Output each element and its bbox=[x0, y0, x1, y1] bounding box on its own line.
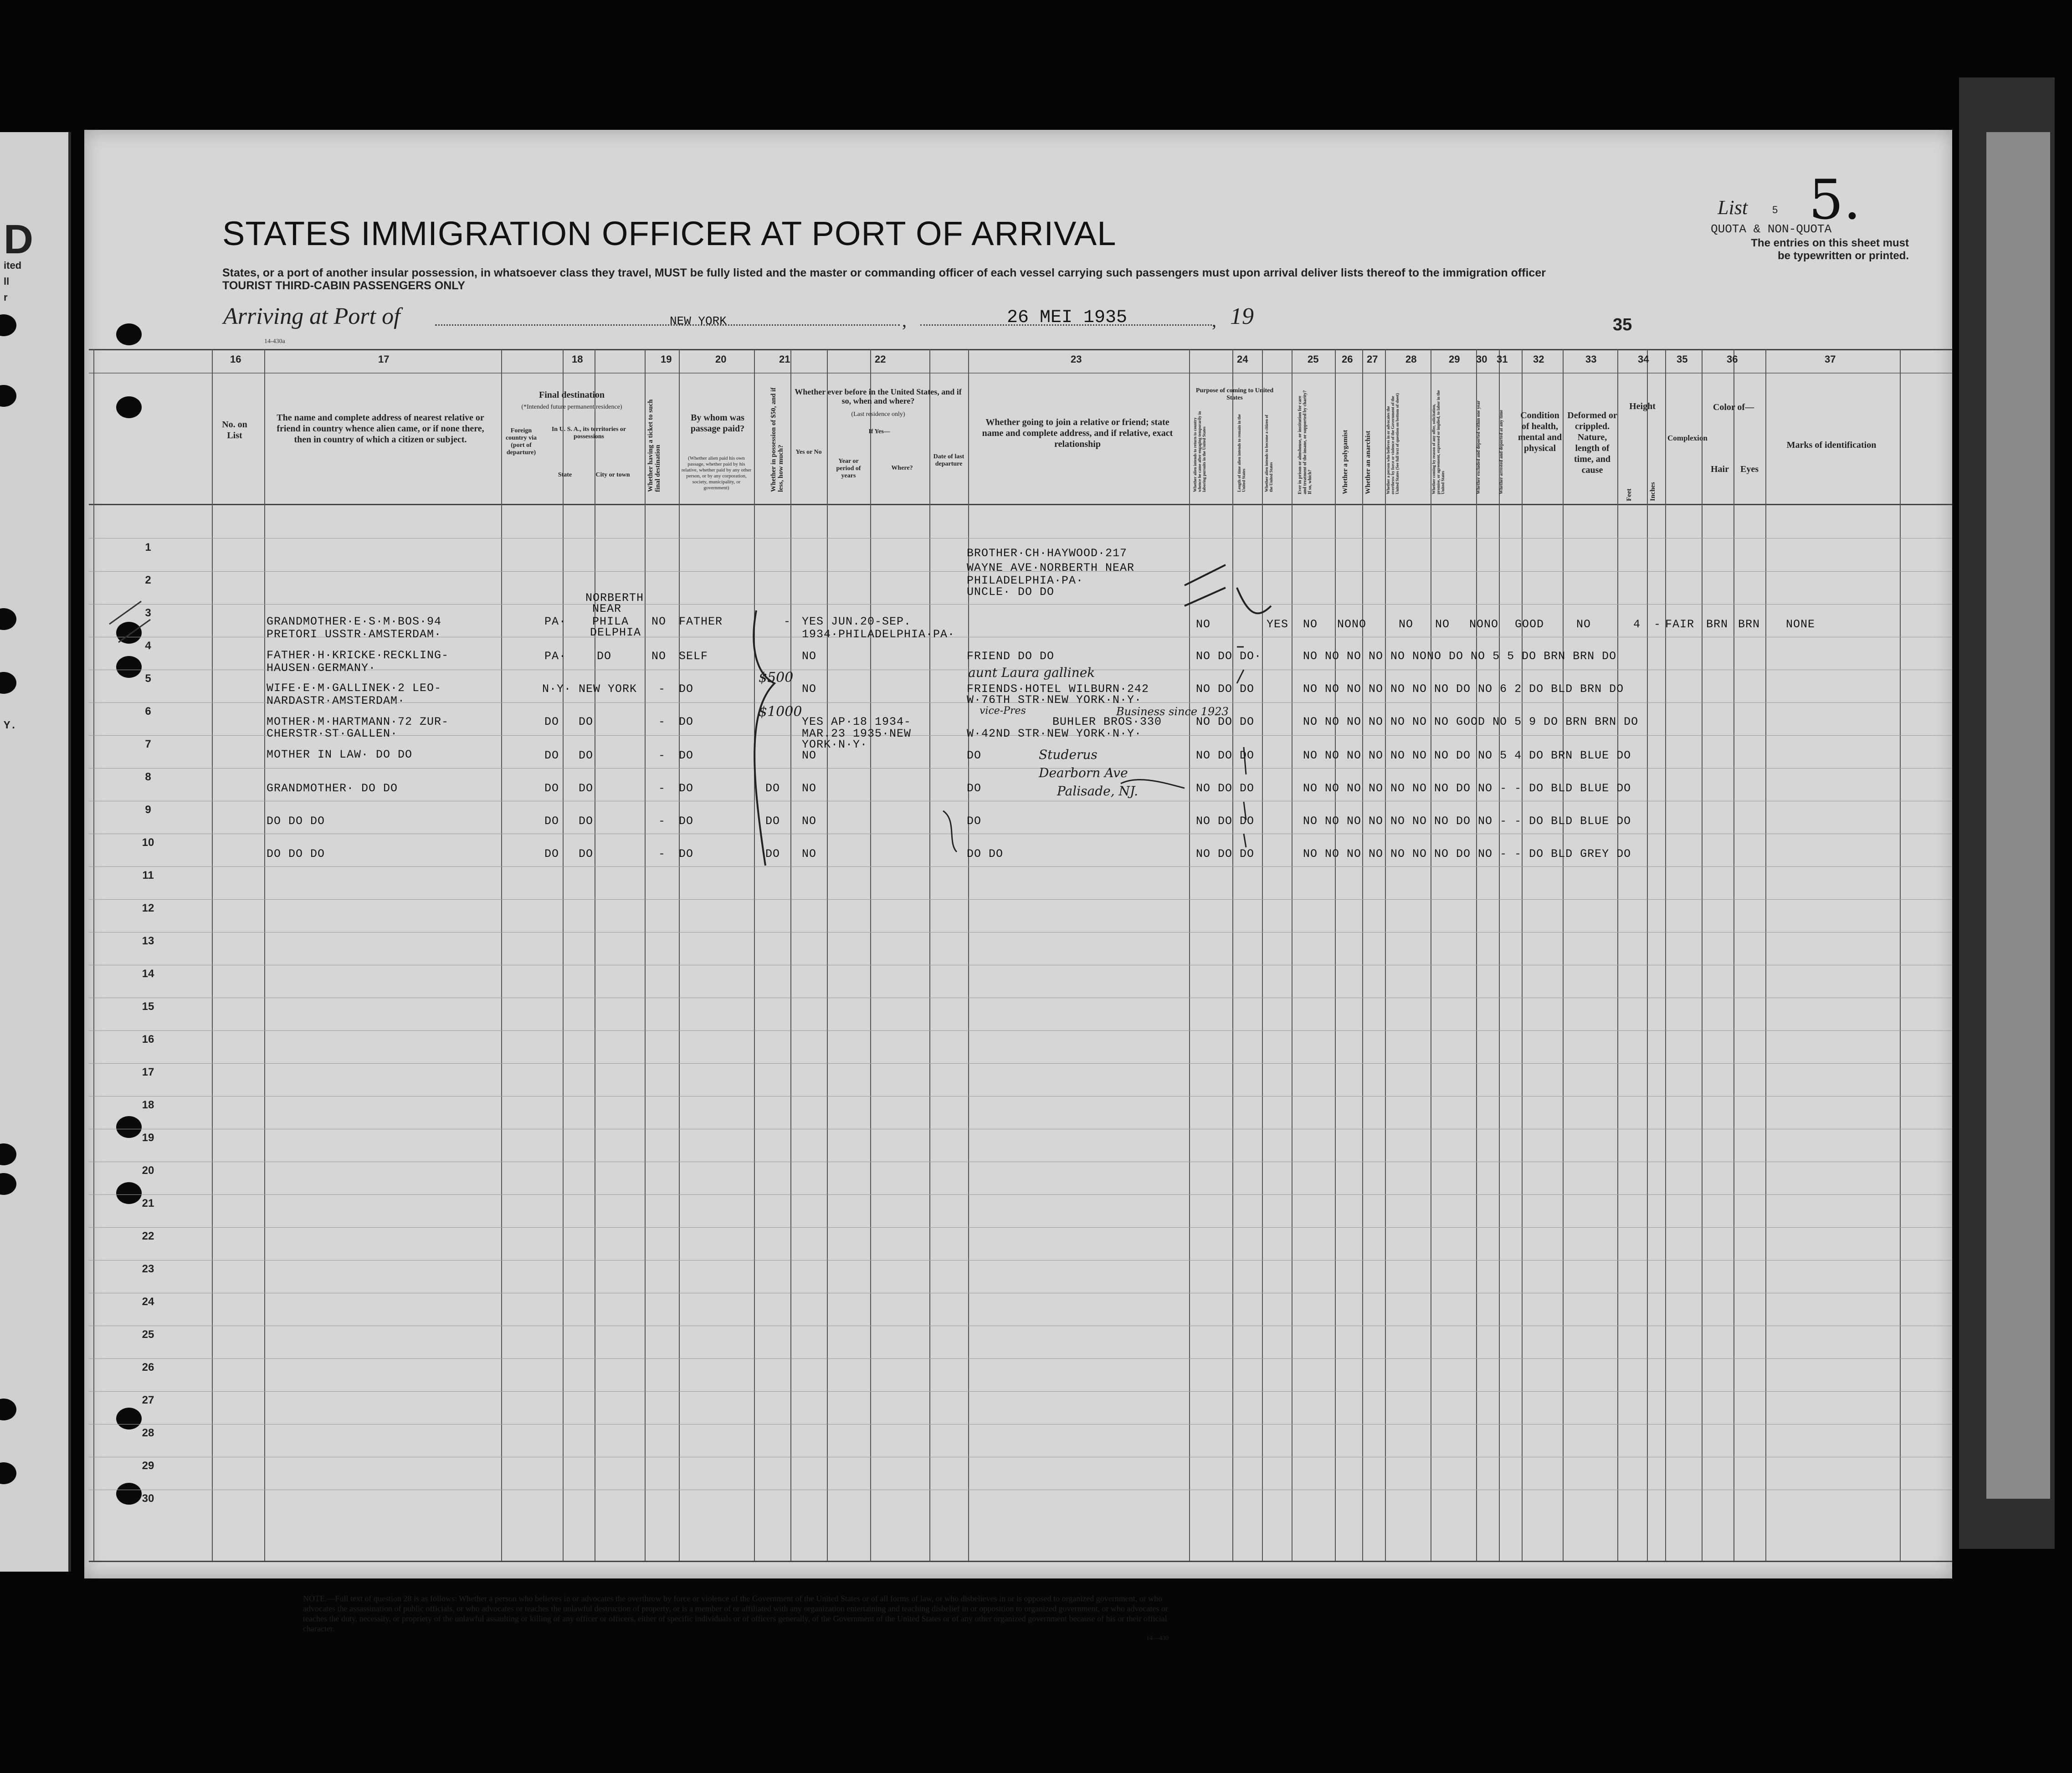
row-number: 16 bbox=[142, 1033, 154, 1045]
row-number: 24 bbox=[142, 1296, 154, 1308]
entry-text: DO bbox=[679, 847, 694, 861]
col-number: 32 bbox=[1533, 354, 1544, 365]
header-date-departure: Date of last departure bbox=[933, 453, 964, 467]
header-labor-offer: Whether coming by reason of any offer, solicitation, promise, or agreement, expressed or implied, to labor in the United States bbox=[1431, 390, 1445, 494]
handwritten-note: vice-Pres bbox=[980, 705, 1026, 717]
entry-text: NONO bbox=[1337, 618, 1367, 631]
col-number: 23 bbox=[1071, 354, 1082, 365]
row-number: 18 bbox=[142, 1099, 154, 1111]
entry-text: NO DO DO bbox=[1196, 782, 1255, 795]
entry-text: DO bbox=[544, 815, 559, 828]
header-purpose-a: Whether alien intends to return to country whence he came after engaging temporarily in laboring pursuits in the United States bbox=[1193, 411, 1206, 492]
row-number: 28 bbox=[142, 1427, 154, 1439]
col-number: 21 bbox=[779, 354, 790, 365]
row-number: 2 bbox=[145, 574, 151, 586]
entry-text: NEAR bbox=[592, 602, 622, 615]
row-number: 20 bbox=[142, 1164, 154, 1177]
entry-text: NO bbox=[651, 615, 667, 628]
entry-text: BUHLER BROS·330 bbox=[1052, 715, 1162, 728]
row-number: 29 bbox=[142, 1460, 154, 1472]
entry-text: NO bbox=[802, 650, 817, 663]
col-number: 25 bbox=[1308, 354, 1319, 365]
row-number: 3 bbox=[145, 607, 151, 619]
entry-text: WIFE·E·M·GALLINEK·2 LEO- bbox=[267, 682, 442, 695]
entry-text: NO NO NO NO NO NO NO DO NO - - DO BLD BLUE DO bbox=[1303, 782, 1631, 795]
header-prison: Ever in prison or almshouse, or institution for care and treatment of the insane, or supported by charity? If so, which? bbox=[1298, 390, 1313, 494]
handwritten-note: $1000 bbox=[759, 704, 802, 720]
entry-text: DO bbox=[967, 749, 982, 762]
row-number: 30 bbox=[142, 1492, 154, 1505]
entry-text: NO bbox=[802, 749, 817, 762]
entry-text: DO bbox=[579, 847, 594, 861]
entry-text: NO bbox=[802, 682, 817, 696]
entry-text: - bbox=[658, 815, 666, 828]
entry-text: WAYNE AVE·NORBERTH NEAR bbox=[967, 561, 1135, 574]
row-number: 1 bbox=[145, 541, 151, 553]
entry-text: FATHER·H·KRICKE·RECKLING- bbox=[267, 649, 449, 662]
entry-text: FAIR bbox=[1665, 618, 1695, 631]
form-code: 14-430a bbox=[264, 338, 285, 345]
row-number: 23 bbox=[142, 1263, 154, 1275]
entries-note-line-1: The entries on this sheet must bbox=[1751, 237, 1909, 249]
header-arrested: Whether arrested and deported at any time bbox=[1499, 410, 1504, 494]
footnote bbox=[303, 1594, 1187, 1642]
year-prefix: 19 bbox=[1230, 303, 1254, 329]
entry-text: PHILA bbox=[592, 615, 629, 628]
col-number: 26 bbox=[1342, 354, 1353, 365]
comma: , bbox=[902, 310, 907, 331]
col-number: 33 bbox=[1585, 354, 1597, 365]
header-complexion: Complexion bbox=[1667, 434, 1708, 442]
entry-text: NO bbox=[1435, 618, 1450, 631]
col-number: 16 bbox=[230, 354, 241, 365]
entry-text: NO bbox=[1576, 618, 1591, 631]
col-number: 22 bbox=[875, 354, 886, 365]
entry-text: DO bbox=[544, 847, 559, 861]
header-overthrow: Whether a person who believes in or advocates the overthrow by force or violence of the Government of the United States (See full text of question on bottom of sheet) bbox=[1386, 393, 1400, 494]
entries-note-line-2: be typewritten or printed. bbox=[1777, 250, 1909, 262]
header-where: Where? bbox=[891, 465, 913, 471]
entry-text: FATHER bbox=[679, 615, 723, 628]
header-height: Height bbox=[1629, 401, 1656, 411]
entry-text: YES AP·18 1934- bbox=[802, 715, 912, 728]
entry-text: GOOD bbox=[1515, 618, 1544, 631]
quota-label: QUOTA & NON-QUOTA bbox=[1711, 222, 1832, 236]
header-purpose-b: Length of time alien intends to remain in the United States bbox=[1237, 414, 1246, 492]
header-state: State bbox=[558, 471, 572, 478]
entry-text: - bbox=[1654, 618, 1662, 631]
entry-text: PA· bbox=[544, 650, 567, 663]
entry-text: NO bbox=[1303, 618, 1318, 631]
entry-text: PA· bbox=[544, 615, 567, 628]
page-title: STATES IMMIGRATION OFFICER AT PORT OF ARRIVAL bbox=[222, 215, 1117, 252]
entry-text: DO bbox=[544, 782, 559, 795]
entry-text: NO DO DO bbox=[1196, 749, 1255, 762]
entry-text: NO bbox=[802, 847, 817, 861]
header-marks: Marks of identification bbox=[1786, 440, 1877, 450]
entry-text: SELF bbox=[679, 650, 708, 663]
entry-text: NO bbox=[1399, 618, 1414, 631]
entry-text: NO DO DO· bbox=[1196, 650, 1262, 663]
entry-text: PRETORI USSTR·AMSTERDAM· bbox=[267, 628, 442, 641]
entry-text: DO bbox=[579, 782, 594, 795]
entry-text: UNCLE· DO DO bbox=[967, 585, 1055, 599]
entry-text: NO DO DO bbox=[1196, 715, 1255, 728]
col-number: 29 bbox=[1449, 354, 1460, 365]
entry-text: NO NO NO NO NO NO NO DO NO 5 4 DO BRN BLUE DO bbox=[1303, 749, 1631, 762]
row-number: 17 bbox=[142, 1066, 154, 1078]
entry-text: DO bbox=[579, 815, 594, 828]
entry-text: NARDASTR·AMSTERDAM· bbox=[267, 694, 405, 707]
list-small-number: 5 bbox=[1772, 204, 1778, 215]
row-number: 26 bbox=[142, 1361, 154, 1373]
handwritten-note: Palisade, NJ. bbox=[1057, 784, 1138, 799]
header-join-relative: Whether going to join a relative or friend; state name and complete address, and if relative, exact relationship bbox=[982, 417, 1173, 449]
entry-text: BRN bbox=[1738, 618, 1760, 631]
entry-text: W·76TH STR·NEW YORK·N·Y· bbox=[967, 693, 1142, 707]
col-number: 17 bbox=[378, 354, 390, 365]
col-number: 37 bbox=[1825, 354, 1836, 365]
row-number: 19 bbox=[142, 1132, 154, 1144]
entry-text: YES JUN.20-SEP. bbox=[802, 615, 912, 628]
arriving-label: Arriving at Port of bbox=[223, 303, 400, 329]
entry-text: FRIEND DO DO bbox=[967, 650, 1055, 663]
entry-text: MOTHER IN LAW· DO DO bbox=[267, 748, 413, 761]
entry-text: DO bbox=[679, 815, 694, 828]
header-possession-50: Whether in possession of $50, and if less, how much? bbox=[770, 387, 785, 492]
header-last-residence: (Last residence only) bbox=[851, 411, 905, 418]
entry-text: DO bbox=[597, 650, 612, 663]
row-number: 10 bbox=[142, 836, 154, 849]
header-ever-before: Whether ever before in the United States, and if so, when and where? bbox=[795, 387, 962, 405]
header-passage-note: (Whether alien paid his own passage, whether paid by his relative, whether paid by any other person, or by any corporation, society, municipality, or government) bbox=[681, 456, 752, 491]
row-number: 7 bbox=[145, 738, 151, 750]
entry-text: DO bbox=[579, 715, 594, 728]
header-inches: Inches bbox=[1649, 482, 1657, 501]
entry-text: DO bbox=[765, 847, 780, 861]
entry-text: - bbox=[658, 782, 666, 795]
entry-text: GRANDMOTHER· DO DO bbox=[267, 782, 398, 795]
header-deformed: Deformed or crippled. Nature, length of time, and cause bbox=[1567, 410, 1617, 475]
entry-text: DO bbox=[579, 749, 594, 762]
list-label: List bbox=[1718, 196, 1748, 219]
col-number: 28 bbox=[1405, 354, 1417, 365]
entry-text: DO bbox=[967, 782, 982, 795]
entry-text: DELPHIA bbox=[590, 626, 641, 639]
col-number: 35 bbox=[1677, 354, 1688, 365]
header-year-period: Year or period of years bbox=[836, 458, 861, 479]
entry-text: NO DO DO bbox=[1196, 847, 1255, 861]
handwritten-note: Studerus bbox=[1039, 747, 1098, 762]
col-number: 19 bbox=[661, 354, 672, 365]
row-number: 8 bbox=[145, 771, 151, 783]
header-anarchist: Whether an anarchist bbox=[1364, 430, 1372, 494]
row-number: 22 bbox=[142, 1230, 154, 1242]
handwritten-note: aunt Laura gallinek bbox=[968, 665, 1095, 680]
port-value: NEW YORK bbox=[670, 314, 727, 328]
header-no-on-list: No. on List bbox=[222, 420, 247, 441]
entry-text: DO bbox=[765, 782, 780, 795]
entry-text: MOTHER·M·HARTMANN·72 ZUR- bbox=[267, 715, 449, 728]
header-final-destination-note: (*Intended future permanent residence) bbox=[521, 404, 622, 410]
row-number: 15 bbox=[142, 1000, 154, 1013]
header-hair: Hair bbox=[1711, 464, 1729, 474]
header-color: Color of— bbox=[1713, 402, 1754, 412]
entry-text: NO NO NO NO NO NO NO DO NO 6 2 DO BLD BRN DO bbox=[1303, 682, 1624, 696]
entry-text: DO bbox=[544, 715, 559, 728]
entry-text: DO bbox=[679, 749, 694, 762]
entry-text: - bbox=[658, 682, 666, 696]
footnote-text: NOTE.—Full text of question 28 is as follows: Whether a person who believes in or advocates the overthrow by force or violence of the Government of the United States or of all forms of law, or who disbelieves in or is opposed to organized government, or who advocates the assassination of public officials, or who advocates or teaches the unlawful destruction of property, or is a member of or affiliated with any organization entertaining and teaching disbelief in or opposition to organized government, or who advocates or teaches the duty, necessity, or propriety of the unlawful assaulting or killing of any officer or officers, either of specific individuals or of officers generally, of the Government of the United States or of any other organized government because of his or their official character. bbox=[303, 1594, 1168, 1633]
header-purpose-c: Whether alien intends to become a citizen of the United States bbox=[1264, 415, 1273, 492]
subtitle-line-2: TOURIST THIRD-CABIN PASSENGERS ONLY bbox=[222, 279, 465, 292]
entry-text: NO bbox=[651, 650, 667, 663]
row-number: 9 bbox=[145, 804, 151, 816]
entry-text: NO NO NO NO NO NO NO DO NO - - DO BLD BLUE DO bbox=[1303, 815, 1631, 828]
left-fragment-line: r bbox=[4, 292, 8, 303]
comma: , bbox=[1212, 310, 1216, 331]
list-number: 5. bbox=[1809, 169, 1861, 232]
row-number: 5 bbox=[145, 672, 151, 685]
entry-text: DO bbox=[679, 782, 694, 795]
entry-text: DO bbox=[679, 682, 694, 696]
entry-text: BRN bbox=[1706, 618, 1728, 631]
row-number: 14 bbox=[142, 968, 154, 980]
header-polygamist: Whether a polygamist bbox=[1342, 430, 1349, 494]
entry-text: DO bbox=[765, 815, 780, 828]
entry-text: DO bbox=[679, 715, 694, 728]
entry-text: NO NO NO NO NO NO NO GOOD NO 5 9 DO BRN BRN DO bbox=[1303, 715, 1639, 728]
entry-text: YES bbox=[1267, 618, 1289, 631]
row-number: 21 bbox=[142, 1197, 154, 1209]
row-number: 13 bbox=[142, 935, 154, 947]
col-number: 30 bbox=[1476, 354, 1487, 365]
col-number: 27 bbox=[1367, 354, 1378, 365]
entry-text: BROTHER·CH·HAYWOOD·217 bbox=[967, 547, 1128, 560]
col-number: 34 bbox=[1638, 354, 1649, 365]
row-number: 4 bbox=[145, 640, 151, 652]
entry-text: 1934·PHILADELPHIA·PA· bbox=[802, 628, 955, 641]
entry-text: NO NO NO NO NO NO NO DO NO - - DO BLD GREY DO bbox=[1303, 847, 1631, 861]
entry-text: DO DO DO bbox=[267, 815, 325, 828]
entry-text: DO DO DO bbox=[267, 847, 325, 861]
entry-text: - bbox=[784, 615, 791, 628]
entry-text: N·Y· bbox=[542, 682, 572, 696]
entry-text: FRIENDS·HOTEL WILBURN·242 bbox=[967, 682, 1149, 696]
row-number: 11 bbox=[142, 869, 154, 881]
subtitle-line-1: States, or a port of another insular possession, in whatsoever class they travel, MUST be fully listed and the master or commanding officer of each vessel carrying such passengers must upon arrival deliver lists thereof to the immigration officer bbox=[222, 266, 1546, 279]
header-excluded: Whether excluded and deported within one year bbox=[1476, 400, 1481, 494]
entry-text: DO bbox=[544, 749, 559, 762]
header-passage-paid: By whom was passage paid? bbox=[690, 413, 745, 434]
header-eyes: Eyes bbox=[1740, 464, 1759, 474]
entry-text: - bbox=[658, 847, 666, 861]
row-number: 6 bbox=[145, 705, 151, 717]
row-number: 27 bbox=[142, 1394, 154, 1406]
entry-text: GRANDMOTHER·E·S·M·BOS·94 bbox=[267, 615, 442, 628]
entry-text: NEW YORK bbox=[579, 682, 637, 696]
entry-text: CHERSTR·ST·GALLEN· bbox=[267, 727, 398, 740]
entry-text: NONO bbox=[1469, 618, 1499, 631]
entry-text: - bbox=[658, 715, 666, 728]
entry-text: W·42ND STR·NEW YORK·N·Y· bbox=[967, 727, 1142, 740]
entry-text: NONE bbox=[1786, 618, 1816, 631]
col-number: 20 bbox=[715, 354, 727, 365]
col-number: 36 bbox=[1727, 354, 1738, 365]
entry-text: NO bbox=[802, 782, 817, 795]
date-stamp: 26 MEI 1935 bbox=[1007, 307, 1128, 328]
entry-text: - bbox=[658, 749, 666, 762]
left-fragment-ny: Y. bbox=[4, 720, 17, 732]
entry-text: NORBERTH bbox=[585, 591, 644, 605]
footnote-code: 14—430 bbox=[1146, 1635, 1169, 1642]
left-fragment-letter: D bbox=[4, 217, 33, 262]
col-number: 24 bbox=[1237, 354, 1248, 365]
left-fragment-line: ited bbox=[4, 260, 22, 271]
header-purpose: Purpose of coming to United States bbox=[1195, 387, 1274, 401]
header-usa: In U. S. A., its territories or possessions bbox=[551, 426, 626, 440]
entry-text: 4 bbox=[1633, 618, 1641, 631]
entry-text: DO DO bbox=[967, 847, 1004, 861]
entry-text: PHILADELPHIA·PA· bbox=[967, 574, 1084, 587]
entry-text: NO bbox=[1196, 618, 1211, 631]
header-feet: Feet bbox=[1626, 488, 1633, 501]
col-number: 18 bbox=[572, 354, 583, 365]
header-if-yes: If Yes— bbox=[868, 428, 890, 435]
handwritten-note: $500 bbox=[759, 670, 794, 686]
header-yes-no: Yes or No bbox=[795, 449, 822, 456]
row-number: 25 bbox=[142, 1328, 154, 1341]
header-city: City or town bbox=[595, 471, 630, 478]
year-suffix: 35 bbox=[1613, 315, 1632, 334]
entry-text: NO NO NO NO NO NONO DO NO 5 5 DO BRN BRN DO bbox=[1303, 650, 1617, 663]
row-number: 12 bbox=[142, 902, 154, 914]
entry-text: HAUSEN·GERMANY· bbox=[267, 661, 376, 675]
entry-text: MAR.23 1935·NEW bbox=[802, 727, 912, 740]
entry-text: DO bbox=[967, 815, 982, 828]
handwritten-note: Dearborn Ave bbox=[1039, 765, 1128, 780]
header-nearest-relative: The name and complete address of nearest relative or friend in country whence alien came, or if none there, then in country of which a citizen or subject. bbox=[277, 413, 484, 445]
header-final-destination: Final destination bbox=[539, 390, 605, 400]
entry-text: NO DO DO bbox=[1196, 815, 1255, 828]
entry-text: NO DO DO bbox=[1196, 682, 1255, 696]
header-ticket: Whether having a ticket to such final destination bbox=[647, 399, 662, 492]
header-foreign-country: Foreign country via (port of departure) bbox=[505, 427, 537, 456]
left-fragment-line: ll bbox=[4, 276, 10, 287]
header-health: Condition of health, mental and physical bbox=[1518, 410, 1562, 453]
entry-text: YORK·N·Y· bbox=[802, 738, 868, 751]
col-number: 31 bbox=[1497, 354, 1508, 365]
handwritten-note: Business since 1923 bbox=[1116, 705, 1229, 718]
entry-text: NO bbox=[802, 815, 817, 828]
